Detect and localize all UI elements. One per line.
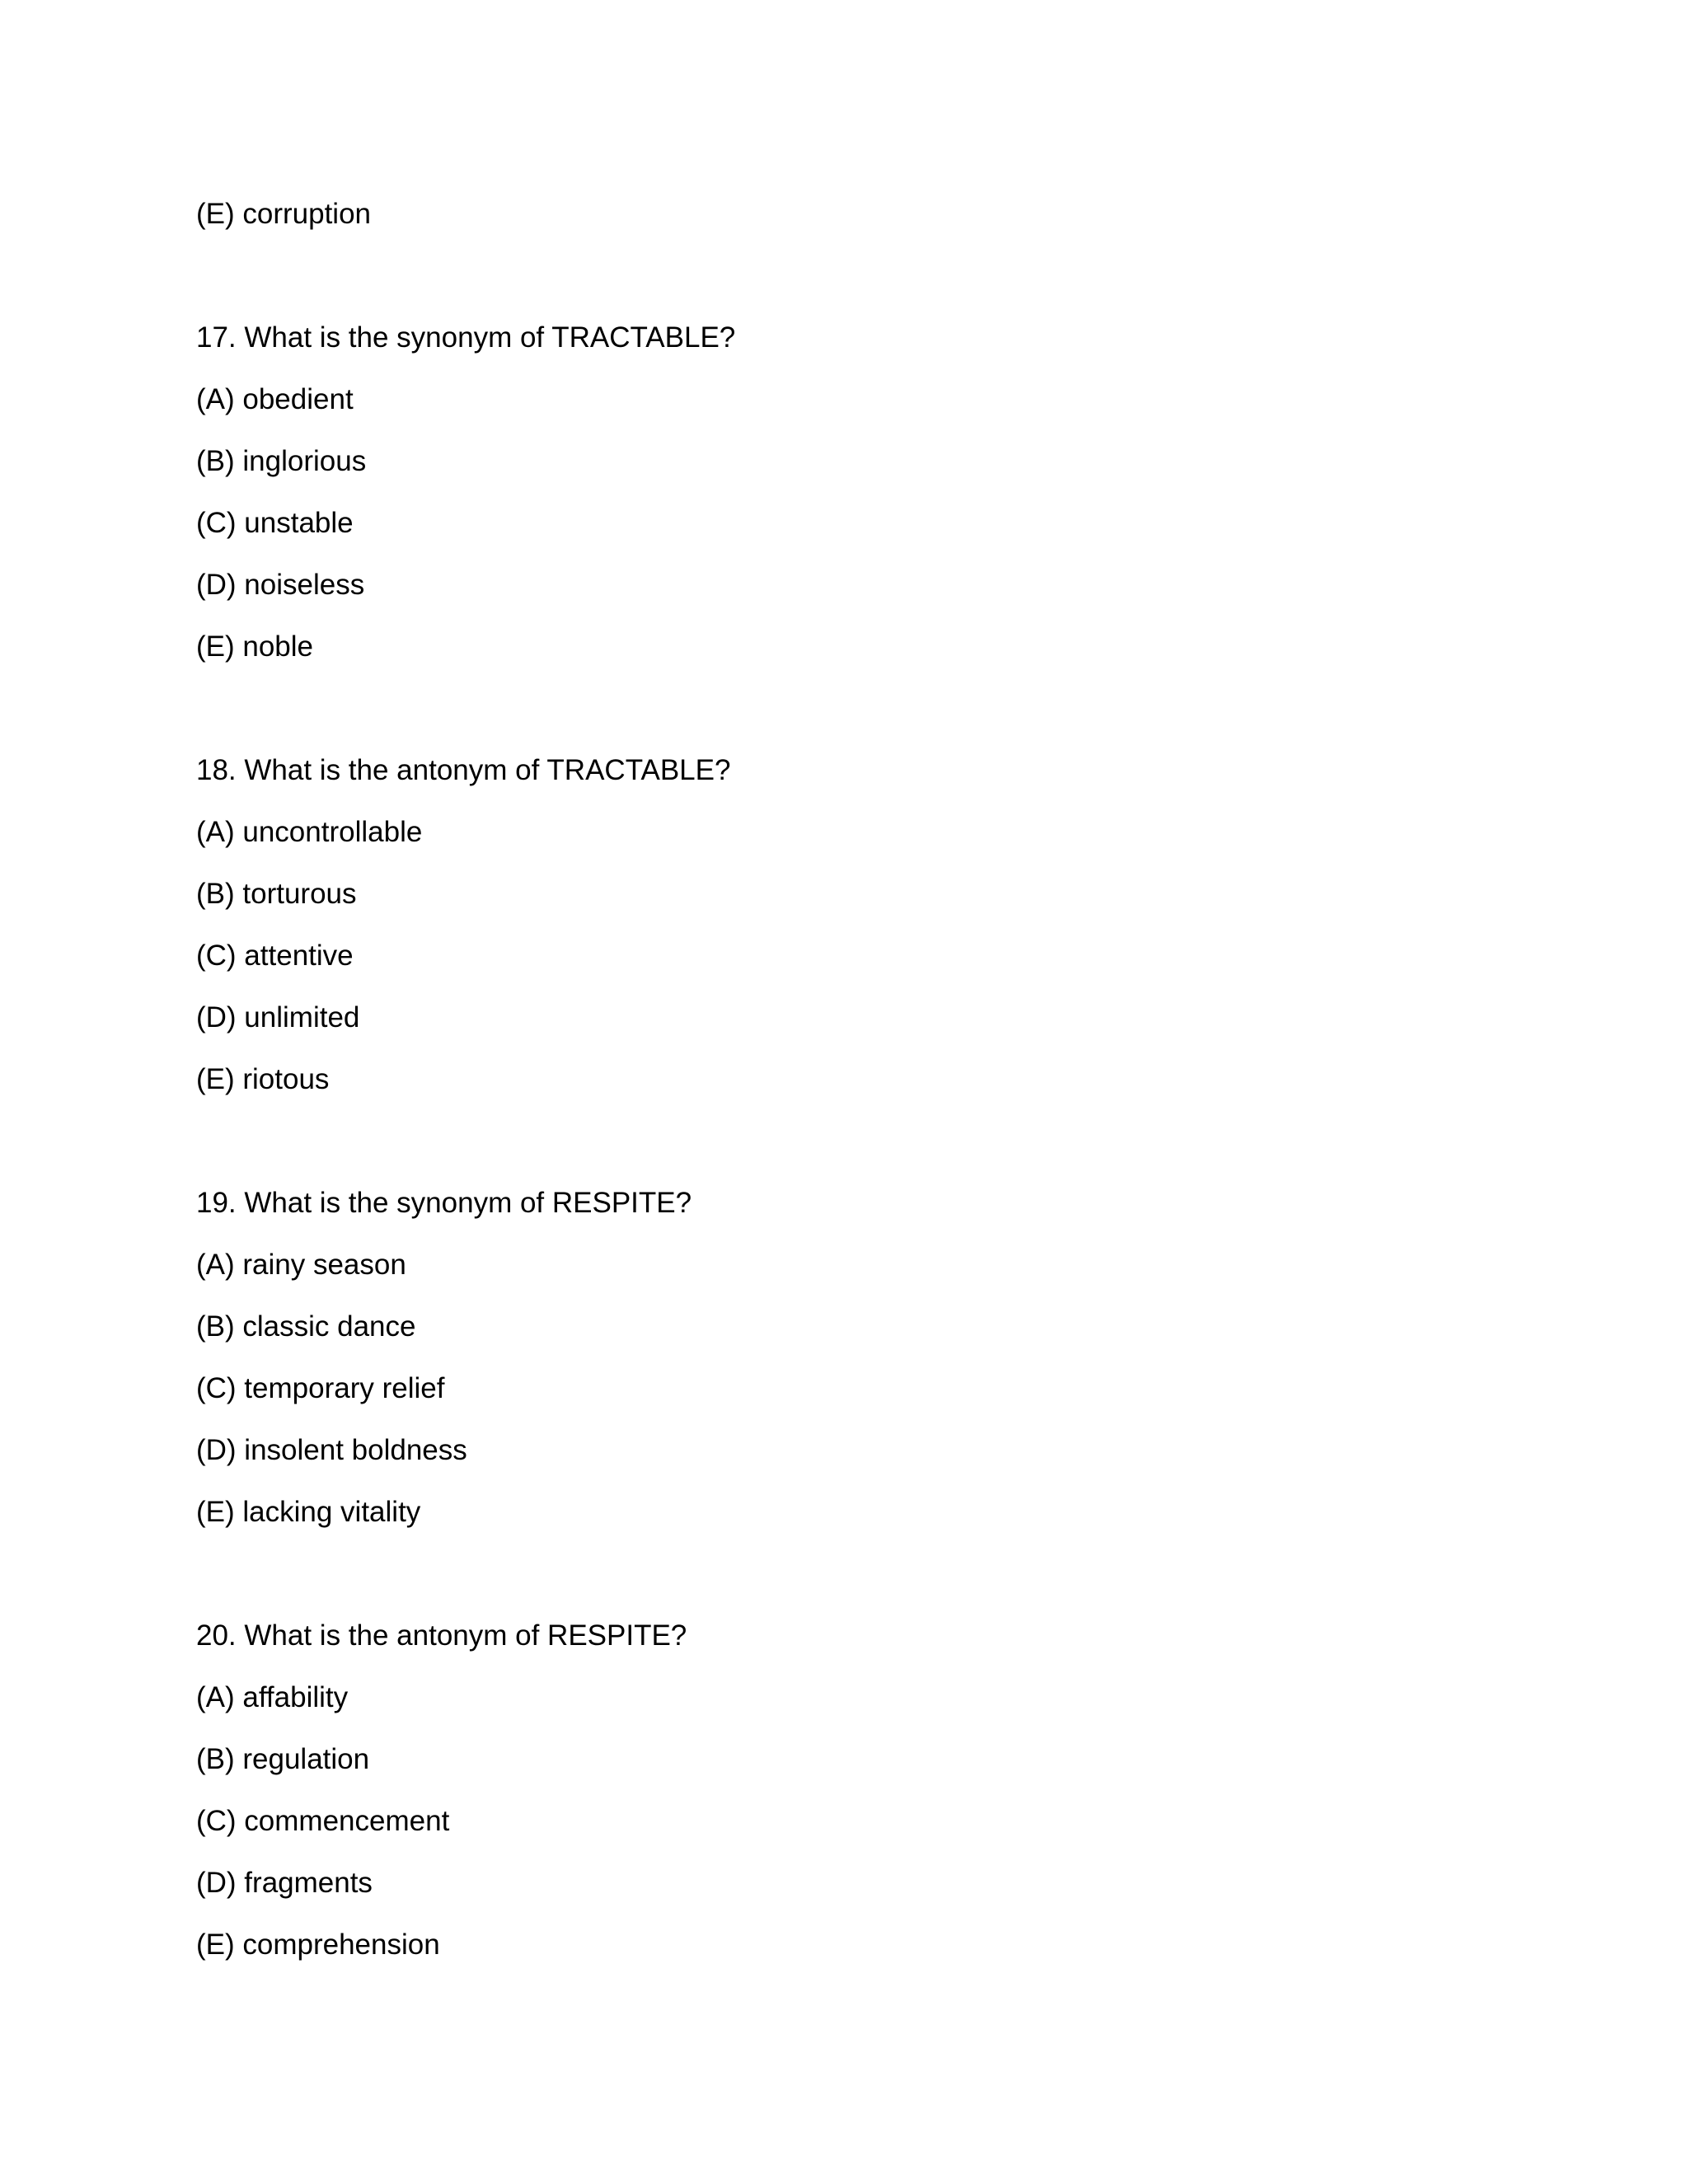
question-17-option-e: (E) noble bbox=[196, 630, 314, 663]
question-17-prompt: 17. What is the synonym of TRACTABLE? bbox=[196, 321, 736, 354]
question-17-option-c: (C) unstable bbox=[196, 507, 354, 539]
question-17-option-a: (A) obedient bbox=[196, 383, 354, 415]
question-19-option-c: (C) temporary relief bbox=[196, 1372, 445, 1404]
question-18-option-c: (C) attentive bbox=[196, 940, 354, 972]
carryover-option: (E) corruption bbox=[196, 198, 372, 230]
question-18-prompt: 18. What is the antonym of TRACTABLE? bbox=[196, 754, 731, 786]
question-20-prompt: 20. What is the antonym of RESPITE? bbox=[196, 1619, 687, 1652]
question-19-prompt: 19. What is the synonym of RESPITE? bbox=[196, 1187, 692, 1219]
question-20-option-a: (A) affability bbox=[196, 1681, 349, 1713]
question-18-option-a: (A) uncontrollable bbox=[196, 816, 423, 848]
question-20-option-b: (B) regulation bbox=[196, 1743, 370, 1775]
question-17-option-b: (B) inglorious bbox=[196, 445, 367, 477]
question-18-option-b: (B) torturous bbox=[196, 878, 357, 910]
question-17-option-d: (D) noiseless bbox=[196, 569, 365, 601]
question-19-option-d: (D) insolent boldness bbox=[196, 1434, 467, 1466]
question-20-option-c: (C) commencement bbox=[196, 1805, 450, 1837]
question-20-option-d: (D) fragments bbox=[196, 1867, 373, 1899]
question-20-option-e: (E) comprehension bbox=[196, 1929, 440, 1961]
question-18-option-e: (E) riotous bbox=[196, 1063, 330, 1095]
question-19-option-a: (A) rainy season bbox=[196, 1249, 406, 1281]
question-19-option-b: (B) classic dance bbox=[196, 1310, 416, 1343]
question-19-option-e: (E) lacking vitality bbox=[196, 1496, 421, 1528]
question-18-option-d: (D) unlimited bbox=[196, 1001, 360, 1033]
